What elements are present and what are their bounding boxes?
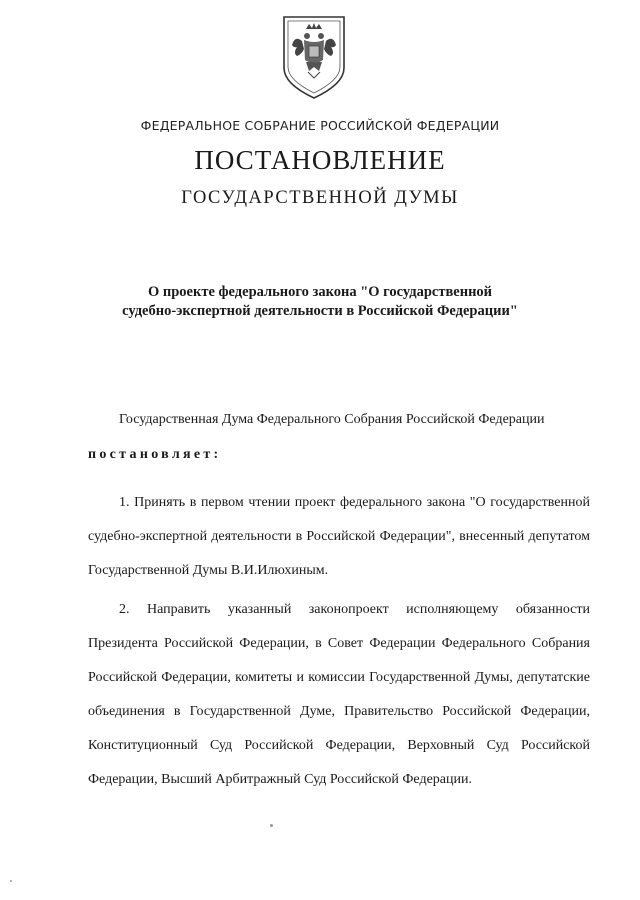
subject-line-1: О проекте федерального закона "О государственной: [147, 284, 493, 300]
document-issuer: ГОСУДАРСТВЕННОЙ ДУМЫ: [181, 188, 459, 208]
scan-speck: [10, 880, 12, 882]
item-2-paragraph: 2. Направить указанный законопроект исполняющему обязанности Президента Российской Федерации, в Совет Федерации Федерального Собрания Российской Федерации, комитеты и комиссии Государственной Думы, депутатские объединения в Государственной Думе, Правительство Российской Федерации, Конституционный Суд Российской Федерации, Верховный Суд Российской Федерации, Высший Арбитражный Суд Российской Федерации.: [88, 602, 590, 787]
scan-speck: [270, 824, 273, 827]
resolution-subject: [0, 283, 640, 321]
intro-paragraph: Государственная Дума Федерального Собрания Российской Федерации: [119, 412, 545, 427]
assembly-name: ФЕДЕРАЛЬНОЕ СОБРАНИЕ РОССИЙСКОЙ ФЕДЕРАЦИИ: [140, 118, 500, 133]
subject-line-2: судебно-экспертной деятельности в Российской Федерации": [122, 303, 518, 319]
item-1-paragraph: 1. Принять в первом чтении проект федерального закона "О государственной судебно-экспертной деятельности в Российской Федерации", внесенный депутатом Государственной Думы В.И.Илюхиным.: [88, 495, 590, 578]
coat-of-arms-icon: [278, 14, 350, 100]
document-type-title: ПОСТАНОВЛЕНИЕ: [194, 145, 446, 175]
decree-word: постановляет:: [88, 447, 222, 462]
